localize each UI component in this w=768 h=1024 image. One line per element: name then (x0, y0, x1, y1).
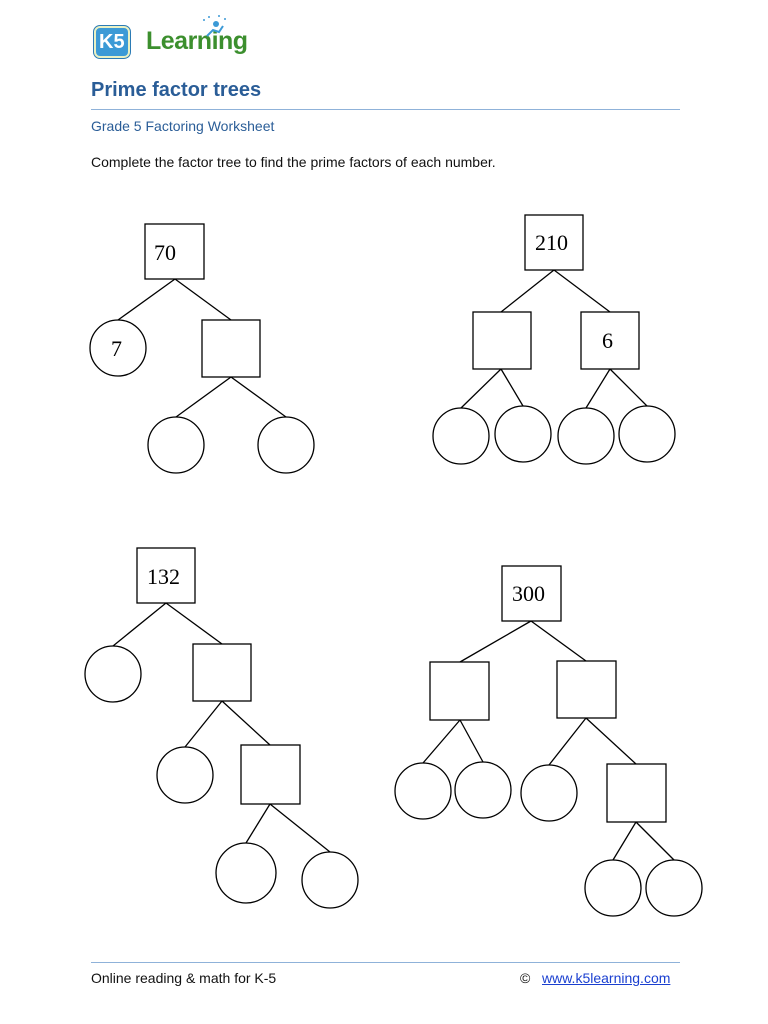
tree-2-blank-box[interactable] (473, 312, 531, 369)
tree-2-blank-circle-4[interactable] (619, 406, 675, 462)
tree-1-blank-circle-1[interactable] (148, 417, 204, 473)
tree-4-root-value: 300 (512, 581, 545, 606)
factor-tree-2 (433, 215, 675, 464)
tree-3-blank-box-1[interactable] (193, 644, 251, 701)
tree-3-blank-circle-4[interactable] (302, 852, 358, 908)
tree-2-blank-circle-1[interactable] (433, 408, 489, 464)
footer-tagline: Online reading & math for K-5 (91, 970, 277, 986)
footer-divider (91, 962, 680, 963)
footer-credit (520, 970, 670, 986)
logo-word: Learning (146, 27, 248, 55)
page-title: Prime factor trees (91, 79, 262, 101)
instructions: Complete the factor tree to find the prime factors of each number. (91, 154, 496, 170)
tree-4-blank-circle-2[interactable] (455, 762, 511, 818)
k5learning-link[interactable]: www.k5learning.com (542, 970, 671, 986)
worksheet-subtitle: Grade 5 Factoring Worksheet (91, 118, 275, 134)
tree-4-blank-circle-1[interactable] (395, 763, 451, 819)
tree-2-root-value: 210 (535, 230, 568, 255)
tree-4-blank-circle-3[interactable] (521, 765, 577, 821)
tree-1-given-value: 7 (111, 336, 122, 361)
tree-3-blank-circle-2[interactable] (157, 747, 213, 803)
factor-tree-3 (85, 548, 358, 908)
copyright-symbol: © (520, 970, 531, 986)
tree-1-root-value: 70 (154, 240, 176, 265)
tree-3-root-value: 132 (147, 564, 180, 589)
tree-4-blank-box-3[interactable] (607, 764, 666, 822)
factor-tree-4 (395, 566, 702, 916)
tree-2-given-value: 6 (602, 328, 613, 353)
tree-1-blank-circle-2[interactable] (258, 417, 314, 473)
tree-3-blank-circle-1[interactable] (85, 646, 141, 702)
tree-3-blank-box-2[interactable] (241, 745, 300, 804)
tree-4-blank-box-2[interactable] (557, 661, 616, 718)
tree-4-blank-circle-5[interactable] (646, 860, 702, 916)
tree-2-blank-circle-3[interactable] (558, 408, 614, 464)
tree-1-blank-box[interactable] (202, 320, 260, 377)
factor-tree-1 (90, 224, 314, 473)
tree-4-blank-circle-4[interactable] (585, 860, 641, 916)
tree-4-blank-box-1[interactable] (430, 662, 489, 720)
tree-2-blank-circle-2[interactable] (495, 406, 551, 462)
logo-badge: K5 (94, 26, 130, 58)
tree-3-blank-circle-3[interactable] (216, 843, 276, 903)
